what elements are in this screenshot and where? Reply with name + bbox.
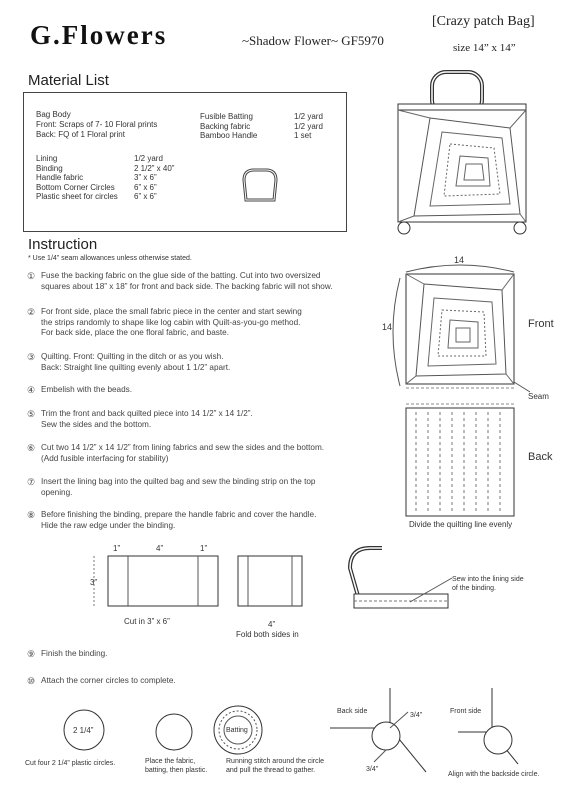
instruction-step: [27, 352, 387, 373]
instruction-step: [27, 271, 387, 292]
back-side-label: Back side: [337, 708, 368, 715]
cut-in-caption: Cut in 3” x 6”: [124, 617, 170, 626]
dim-3in: 3”: [90, 578, 98, 587]
dim-4in-fold: 4”: [268, 620, 276, 629]
back-side-corner-diagram: [330, 688, 440, 778]
back-label: Back: [528, 451, 553, 463]
material-item: Lining 1/2 yard: [36, 154, 163, 163]
material-item: Backing fabric 1/2 yard: [200, 121, 323, 131]
dim-1in-left: 1”: [113, 544, 121, 553]
running-stitch-caption: Running stitch around the circle and pull the thread to gather.: [226, 758, 325, 774]
step-number: ①: [27, 271, 36, 281]
bag-title: [Crazy patch Bag]: [432, 14, 535, 29]
instruction-step: [27, 307, 387, 339]
front-material: Front: Scraps of 7- 10 Floral prints: [36, 120, 158, 129]
bamboo-handle-illustration: [240, 166, 280, 206]
align-caption: Align with the backside circle.: [448, 771, 540, 778]
materials-left-list: [36, 154, 206, 202]
material-item: Bottom Corner Circles 6” x 6”: [36, 182, 157, 192]
step-number: ⑧: [27, 510, 36, 520]
fabric-circle-diagram: [150, 710, 200, 760]
step-number: ⑤: [27, 409, 36, 419]
seam-allowance-note: * Use 1/4” seam allowances unless otherwise stated.: [28, 255, 192, 262]
step-text: For front side, place the small fabric piece in the center and start sewing the strips randomly to shape like log cabin with Quilt-as-you-go method. For back side, place the one floral fabric, and baste.: [41, 307, 302, 337]
instruction-heading: Instruction: [28, 236, 98, 253]
step-text: Quilting. Front: Quilting in the ditch or as you wish. Back: Straight line quilting evenly about 1 1/2” apart.: [41, 352, 231, 372]
step-number: ③: [27, 352, 36, 362]
sew-lining-caption: Sew into the lining side of the binding.: [452, 576, 524, 592]
place-fabric-caption: Place the fabric, batting, then plastic.: [145, 758, 208, 774]
instruction-step: [27, 409, 387, 430]
instruction-step: [27, 443, 397, 464]
step-number: ④: [27, 385, 36, 395]
step-text: Trim the front and back quilted piece into 14 1/2” x 14 1/2”. Sew the sides and the bottom.: [41, 409, 253, 429]
back-material: Back: FQ of 1 Floral print: [36, 130, 125, 139]
quarter-inch-label-a: 3/4”: [410, 712, 423, 719]
front-side-corner-diagram: [458, 688, 548, 768]
step-text: Attach the corner circles to complete.: [41, 676, 176, 685]
fold-caption: Fold both sides in: [236, 630, 299, 639]
handle-fabric-cut-diagram: [100, 548, 230, 618]
material-item: Fusible Batting 1/2 yard: [200, 112, 323, 121]
quarter-inch-label-b: 3/4”: [366, 766, 379, 773]
material-item: Handle fabric 3” x 6”: [36, 173, 157, 182]
handle-sewn-diagram: [340, 538, 460, 628]
instruction-step: [27, 510, 397, 531]
instruction-step: [27, 477, 397, 498]
divide-quilting-caption: Divide the quilting line evenly: [409, 520, 513, 529]
circle-size-label: 2 1/4”: [73, 726, 94, 735]
instruction-step: [27, 385, 387, 396]
step-text: Finish the binding.: [41, 649, 108, 658]
step-text: Cut two 14 1/2” x 14 1/2” from lining fabrics and sew the sides and the bottom. (Add fusible interfacing for stability): [41, 443, 325, 463]
dim-1in-right: 1”: [200, 544, 208, 553]
crazy-patch-bag-illustration: [390, 66, 540, 238]
material-item: Bamboo Handle 1 set: [200, 131, 312, 140]
step-number: ⑩: [27, 676, 36, 686]
dimension-label-top: 14: [454, 255, 465, 265]
handle-fabric-fold-diagram: [230, 548, 310, 618]
instruction-step: [27, 676, 387, 687]
step-number: ⑨: [27, 649, 36, 659]
step-text: Embelish with the beads.: [41, 385, 133, 394]
materials-right-list: [200, 112, 340, 141]
bag-size: size 14” x 14”: [453, 42, 516, 54]
step-number: ⑦: [27, 477, 36, 487]
step-number: ⑥: [27, 443, 36, 453]
step-text: Insert the lining bag into the quilted bag and sew the binding strip on the top opening.: [41, 477, 316, 497]
pattern-subtitle: ~Shadow Flower~ GF5970: [242, 33, 384, 48]
step-number: ②: [27, 307, 36, 317]
brand-title: G.Flowers: [30, 20, 168, 50]
step-text: Fuse the backing fabric on the glue side of the batting. Cut into two oversized squares about 18” x 18” for front and back side. The backing fabric will not show.: [41, 271, 333, 291]
dim-4in: 4”: [156, 544, 164, 553]
material-list-heading: Material List: [28, 72, 109, 89]
front-side-label: Front side: [450, 708, 482, 715]
batting-label: Batting: [226, 727, 248, 734]
bag-body-label: Bag Body: [36, 110, 71, 119]
step-text: Before finishing the binding, prepare the handle fabric and cover the handle. Hide the raw edge under the binding.: [41, 510, 317, 530]
front-back-diagram: [390, 262, 560, 542]
seam-label: Seam: [528, 392, 549, 401]
front-label: Front: [528, 318, 554, 330]
instruction-step: [27, 649, 387, 660]
material-item: Binding 2 1/2” x 40”: [36, 163, 175, 173]
cut-four-caption: Cut four 2 1/4” plastic circles.: [25, 760, 116, 767]
dimension-label-side: 14: [382, 322, 393, 332]
material-item: Plastic sheet for circles 6” x 6”: [36, 192, 157, 201]
